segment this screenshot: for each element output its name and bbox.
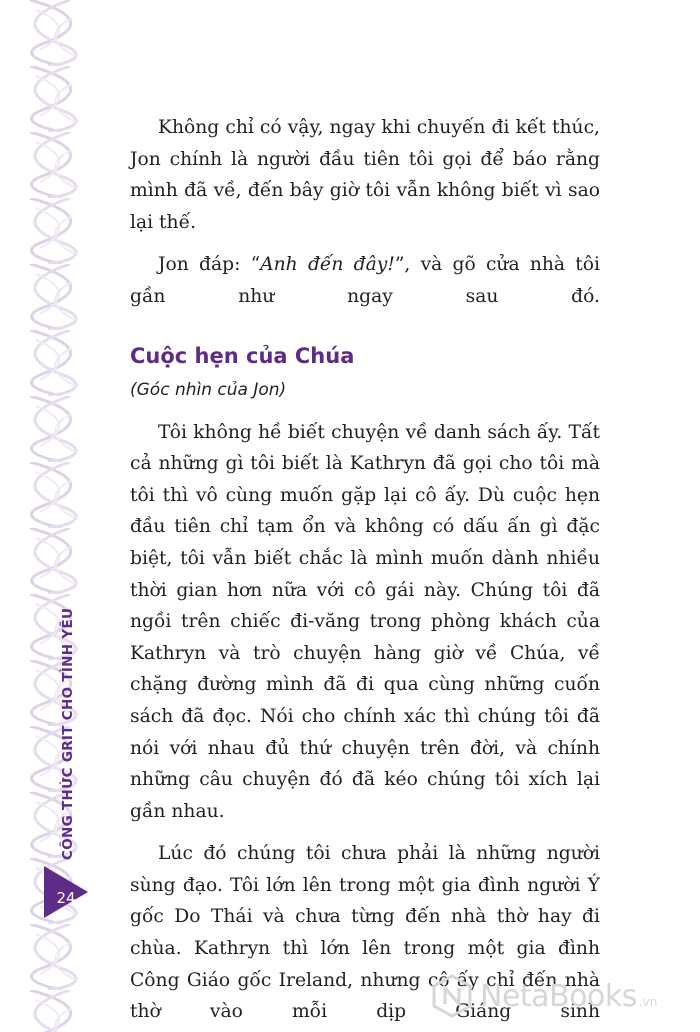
paragraph-reply bbox=[130, 249, 600, 312]
watermark bbox=[430, 968, 690, 1024]
page-number: 24 bbox=[56, 889, 76, 907]
reply-lead: Jon đáp: “ bbox=[158, 254, 261, 276]
paragraph-intro: Không chỉ có vậy, ngay khi chuyến đi kết thúc, Jon chính là người đầu tiên tôi gọi để báo rằng mình đã về, đến bây giờ tôi vẫn không biết vì sao lại thế. bbox=[130, 117, 600, 233]
book-title-vertical: CÔNG THỨC GRIT CHO TÌNH YÊU bbox=[60, 607, 76, 860]
watermark-suffix: .vn bbox=[638, 995, 658, 1009]
reply-quote: Anh đến đây! bbox=[260, 254, 395, 276]
page-content bbox=[130, 112, 600, 1028]
section-heading: Cuộc hẹn của Chúa bbox=[130, 343, 355, 368]
paragraph-body-2: Lúc đó chúng tôi chưa phải là những người sùng đạo. Tôi lớn lên trong một gia đình người Ý gốc Do Thái và chưa từng đến nhà thờ hay đi chùa. Kathryn thì lớn lên trong một gia đình Công Giáo gốc Ireland, nhưng cô ấy chỉ đến nhà thờ vào mỗi dịp Giáng sinh bbox=[130, 843, 600, 1023]
watermark-brand: NetaBooks bbox=[480, 978, 637, 1014]
section-subheading: (Góc nhìn của Jon) bbox=[130, 379, 287, 400]
paragraph-body-1: Tôi không hề biết chuyện về danh sách ấy. Tất cả những gì tôi biết là Kathryn đã gọi cho tôi mà tôi thì vô cùng muốn gặp lại cô ấy. Dù cuộc hẹn đầu tiên chỉ tạm ổn và không có dấu ấn gì đặc biệt, tôi vẫn biết chắc là mình muốn dành nhiều thời gian hơn nữa với cô gái này. Chúng tôi đã ngồi trên chiếc đi-văng trong phòng khách của Kathryn và trò chuyện hàng giờ về Chúa, về chặng đường mình đã đi qua cùng những cuốn sách đã đọc. Nói cho chính xác thì chúng tôi đã nói với nhau đủ thứ chuyện trên đời, và chính những câu chuyện đó đã kéo chúng tôi xích lại gần nhau. bbox=[130, 421, 600, 822]
reply-rest: ”, và gõ cửa nhà tôi gần như ngay sau đó. bbox=[130, 254, 600, 307]
netabooks-logo-icon bbox=[430, 974, 474, 1018]
